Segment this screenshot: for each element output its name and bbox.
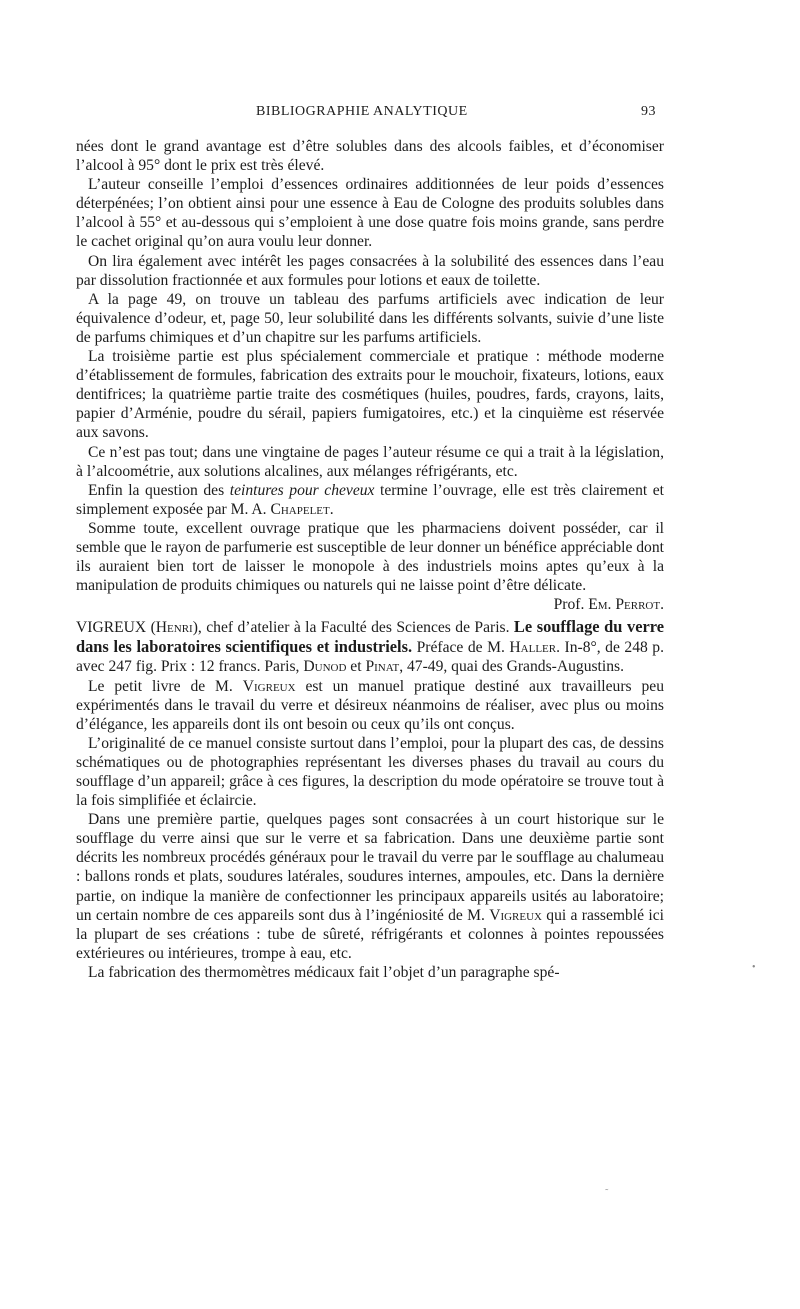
author-first-name: Henri xyxy=(155,619,193,637)
person-name: Vigreux xyxy=(489,906,542,924)
author-affiliation: ), chef d’atelier à la Faculté des Sciences de Paris. xyxy=(192,619,514,637)
text-run: termine l’ouvrage, elle est très clairement et simplement exposée par M. A. xyxy=(76,481,664,518)
publication-info: et xyxy=(346,658,366,676)
text-run: est un manuel pratique destiné aux travailleurs peu expérimentés dans le travail du verre et désireux néanmoins de réaliser, avec plus ou moins d’élégance, les appareils dont ils ont besoin ou ceux qu’ils ont conçus. xyxy=(76,677,664,733)
paragraph xyxy=(76,810,664,963)
author-surname: VIGREUX ( xyxy=(76,619,156,637)
paper-speck: ˜ xyxy=(605,1188,609,1199)
paragraph: On lira également avec intérêt les pages consacrées à la solubilité des essences dans l’eau par dissolution fractionnée et aux formules pour lotions et eaux de toilette. xyxy=(76,252,664,289)
paragraph: L’auteur conseille l’emploi d’essences ordinaires additionnées de leur poids d’essences déterpénées; l’on obtient ainsi pour une essence à Eau de Cologne des produits solubles dans l’alcool à 55° et au-dessous qui s’emploient à une dose quatre fois moins grande, sans perdre le cachet original qu’on aura voulu leur donner. xyxy=(76,176,664,251)
paragraph: A la page 49, on trouve un tableau des parfums artificiels avec indication de leur équivalence d’odeur, et, page 50, leur solubilité dans les différents solvants, suivie d’une liste de parfums chimiques et d’un chapitre sur les parfums artificiels. xyxy=(76,290,664,346)
paragraph xyxy=(76,519,664,614)
paragraph: Ce n’est pas tout; dans une vingtaine de pages l’auteur résume ce qui a trait à la législation, à l’alcoométrie, aux solutions alcalines, aux mélanges réfrigérants, etc. xyxy=(76,443,664,480)
bibliographic-entry xyxy=(76,617,664,676)
page-number: 93 xyxy=(641,104,656,119)
review-vigreux xyxy=(76,617,664,982)
paragraph: La fabrication des thermomètres médicaux fait l’objet d’un paragraphe spé- xyxy=(88,963,560,981)
book-title: Le soufflage du verre dans les laboratoires scientifiques et industriels. xyxy=(76,617,664,657)
publication-info: Préface de M. xyxy=(412,639,510,657)
signature-suffix: . xyxy=(660,596,664,614)
running-header xyxy=(76,104,656,124)
body-text xyxy=(76,137,664,982)
paragraph xyxy=(76,481,664,519)
reviewer-name: Em. Perrot xyxy=(588,596,661,614)
publisher-name: Dunod xyxy=(303,658,347,676)
running-title: BIBLIOGRAPHIE ANALYTIQUE xyxy=(256,104,468,119)
text-run: qui a rassemblé ici la plupart de ses créations : tube de sûreté, réfrigérants et colonnes à pointes repoussées extérieures ou intérieures, trompe à eau, etc. xyxy=(76,906,664,962)
person-name: Chapelet xyxy=(270,500,330,518)
italic-phrase: teintures pour cheveux xyxy=(229,481,375,499)
publication-info: , 47-49, quai des Grands-Augustins. xyxy=(399,658,624,676)
text-run: Dans une première partie, quelques pages sont consacrées à un court historique sur le soufflage du verre ainsi que sur le verre et sa fabrication. Dans une deuxième partie sont décrits les nombreux procédés généraux pour le travail du verre par le soufflage au chalumeau : ballons ronds et plats, soudures latérales, soudures internes, ampoules, etc. Dans la dernière partie, on indique la manière de confectionner les principaux appareils usités au laboratoire; un certain nombre de ces appareils sont dus à l’ingéniosité de M. xyxy=(76,811,664,924)
paragraph: La troisième partie est plus spécialement commerciale et pratique : méthode moderne d’établissement de formules, fabrication des extraits pour le mouchoir, fixateurs, lotions, eaux dentifrices; la quatrième partie traite des cosmétiques (huiles, poudres, fards, crayons, laits, papier d’Arménie, poudre du sérail, papiers fumigatoires, etc.) et la cinquième est réservée aux savons. xyxy=(76,348,664,442)
reviewer-signature xyxy=(542,595,664,614)
paragraph: nées dont le grand avantage est d’être solubles dans des alcools faibles, et d’économiser l’alcool à 95° dont le prix est très élevé. xyxy=(76,138,664,175)
paper-speck: • xyxy=(752,962,756,973)
preface-author: Haller xyxy=(509,639,557,657)
paragraph xyxy=(76,677,664,734)
text-run: . xyxy=(329,500,334,518)
text-run: Le petit livre de M. xyxy=(88,677,243,695)
review-parfums-continued xyxy=(76,137,664,614)
publication-info: . In-8°, de 248 p. avec 247 fig. Prix : 12 francs. Paris, xyxy=(76,639,665,676)
text-run: Somme toute, excellent ouvrage pratique que les pharmaciens doivent posséder, car il semble que le rayon de parfumerie est susceptible de leur donner un bénéfice appréciable dont ils auraient bien tort de laisser le monopole à des industriels moins aptes qu’eux à la manipulation de produits chimiques ou naturels qui ne laisse point d’être délicate. xyxy=(76,519,664,595)
text-run: Enfin la question des xyxy=(88,481,230,499)
person-name: Vigreux xyxy=(242,677,296,695)
signature-prefix: Prof. xyxy=(553,596,589,614)
publisher-name: Pinat xyxy=(365,658,400,676)
paragraph: L’originalité de ce manuel consiste surtout dans l’emploi, pour la plupart des cas, de dessins schématiques ou de photographies représentant les diverses phases du travail au cours du soufflage d’un appareil; grâce à ces figures, la description du mode opératoire se trouve tout à la fois simplifiée et éclaircie. xyxy=(76,734,664,810)
